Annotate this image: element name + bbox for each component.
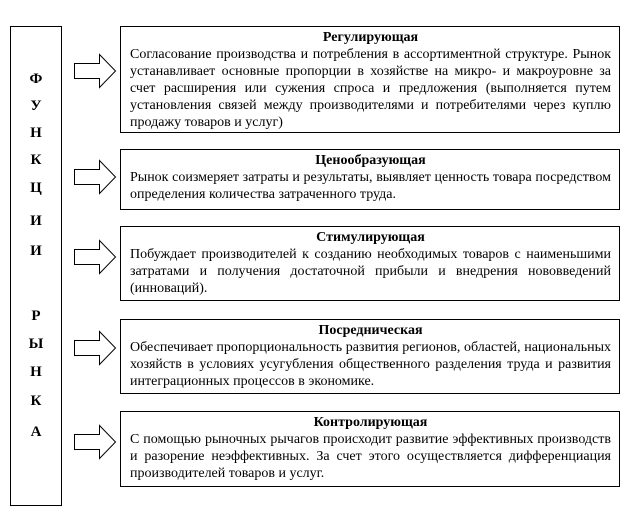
function-description: Согласование производства и потребления в ассортиментной структуре. Рынок устанавливает основные пропорции в хозяйстве на микро- и макроуровне за счет расширения или сужения спроса и предложения (выполняется путем установления связей между производителями и потребителями через куплю продажу товаров и услуг) [130,47,611,130]
function-box-stimulating [120,226,620,301]
function-box-pricing [120,149,620,210]
arrow-icon [74,331,116,365]
label-letter: К [30,393,42,409]
label-letter: Ы [28,336,44,352]
label-letter: К [30,152,42,168]
function-box-regulating [120,26,620,133]
label-letter: У [30,98,42,114]
arrow-icon [74,54,116,88]
function-title: Ценообразующая [315,153,426,168]
function-title: Регулирующая [322,30,419,45]
function-title: Стимулирующая [316,230,425,245]
function-description: Побуждает производителей к созданию необходимых товаров с наименьшими затратами и получения достаточной прибыли и внедрения нововведений (инноваций). [130,247,611,296]
arrow-icon [74,160,116,194]
arrow-icon [74,425,116,459]
label-letter: Н [30,364,42,380]
label-letter: И [30,243,42,259]
arrow-icon [74,240,116,274]
label-letter: Н [30,125,42,141]
label-letter: А [30,424,42,440]
label-letter: Ц [30,180,42,196]
function-description: Рынок соизмеряет затраты и результаты, выявляет ценность товара посредством определения количества затраченного труда. [130,170,611,202]
function-title: Посредническая [318,323,423,338]
function-description: С помощью рыночных рычагов происходит развитие эффективных производств и разорение неэффективных. За счет этого осуществляется дифференциация производителей товаров и услуг. [130,432,611,481]
function-box-intermediary [120,319,620,394]
label-letter: Ф [29,71,43,87]
label-letter: Р [31,308,41,324]
function-title: Контролирующая [313,415,428,430]
function-box-controlling [120,411,620,487]
function-description: Обеспечивает пропорциональность развития регионов, областей, национальных хозяйств в условиях усугубления общественного разделения труда и развития интеграционных процессов в экономике. [130,340,611,389]
label-letter: И [30,213,42,229]
left-label-box [10,26,62,506]
